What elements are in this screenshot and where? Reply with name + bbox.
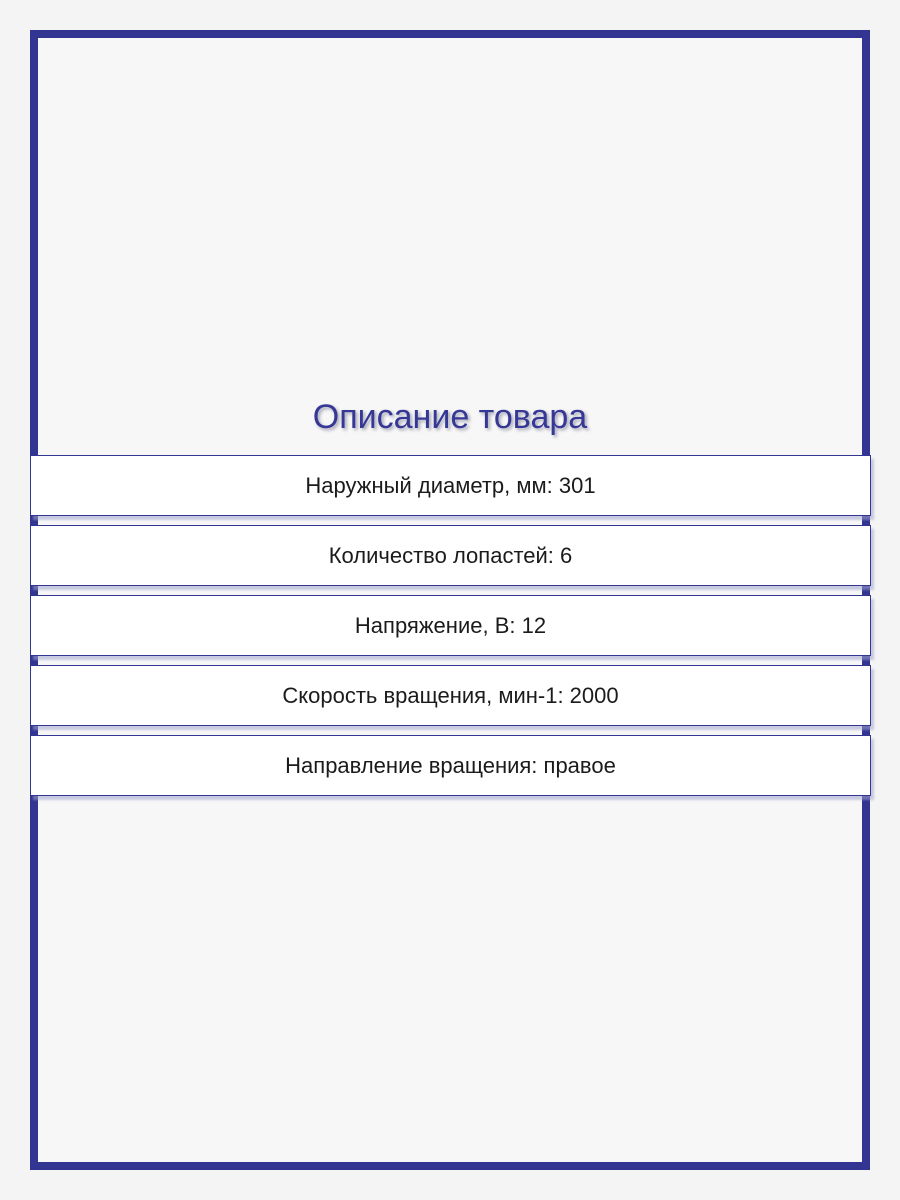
spec-row-rotation-speed: Скорость вращения, мин-1: 2000 [30,665,871,726]
spec-row-rotation-direction: Направление вращения: правое [30,735,871,796]
spec-row-blade-count: Количество лопастей: 6 [30,525,871,586]
spec-list [30,455,871,805]
spec-row-voltage: Напряжение, В: 12 [30,595,871,656]
page-title: Описание товара [312,398,588,436]
spec-row-diameter: Наружный диаметр, мм: 301 [30,455,871,516]
